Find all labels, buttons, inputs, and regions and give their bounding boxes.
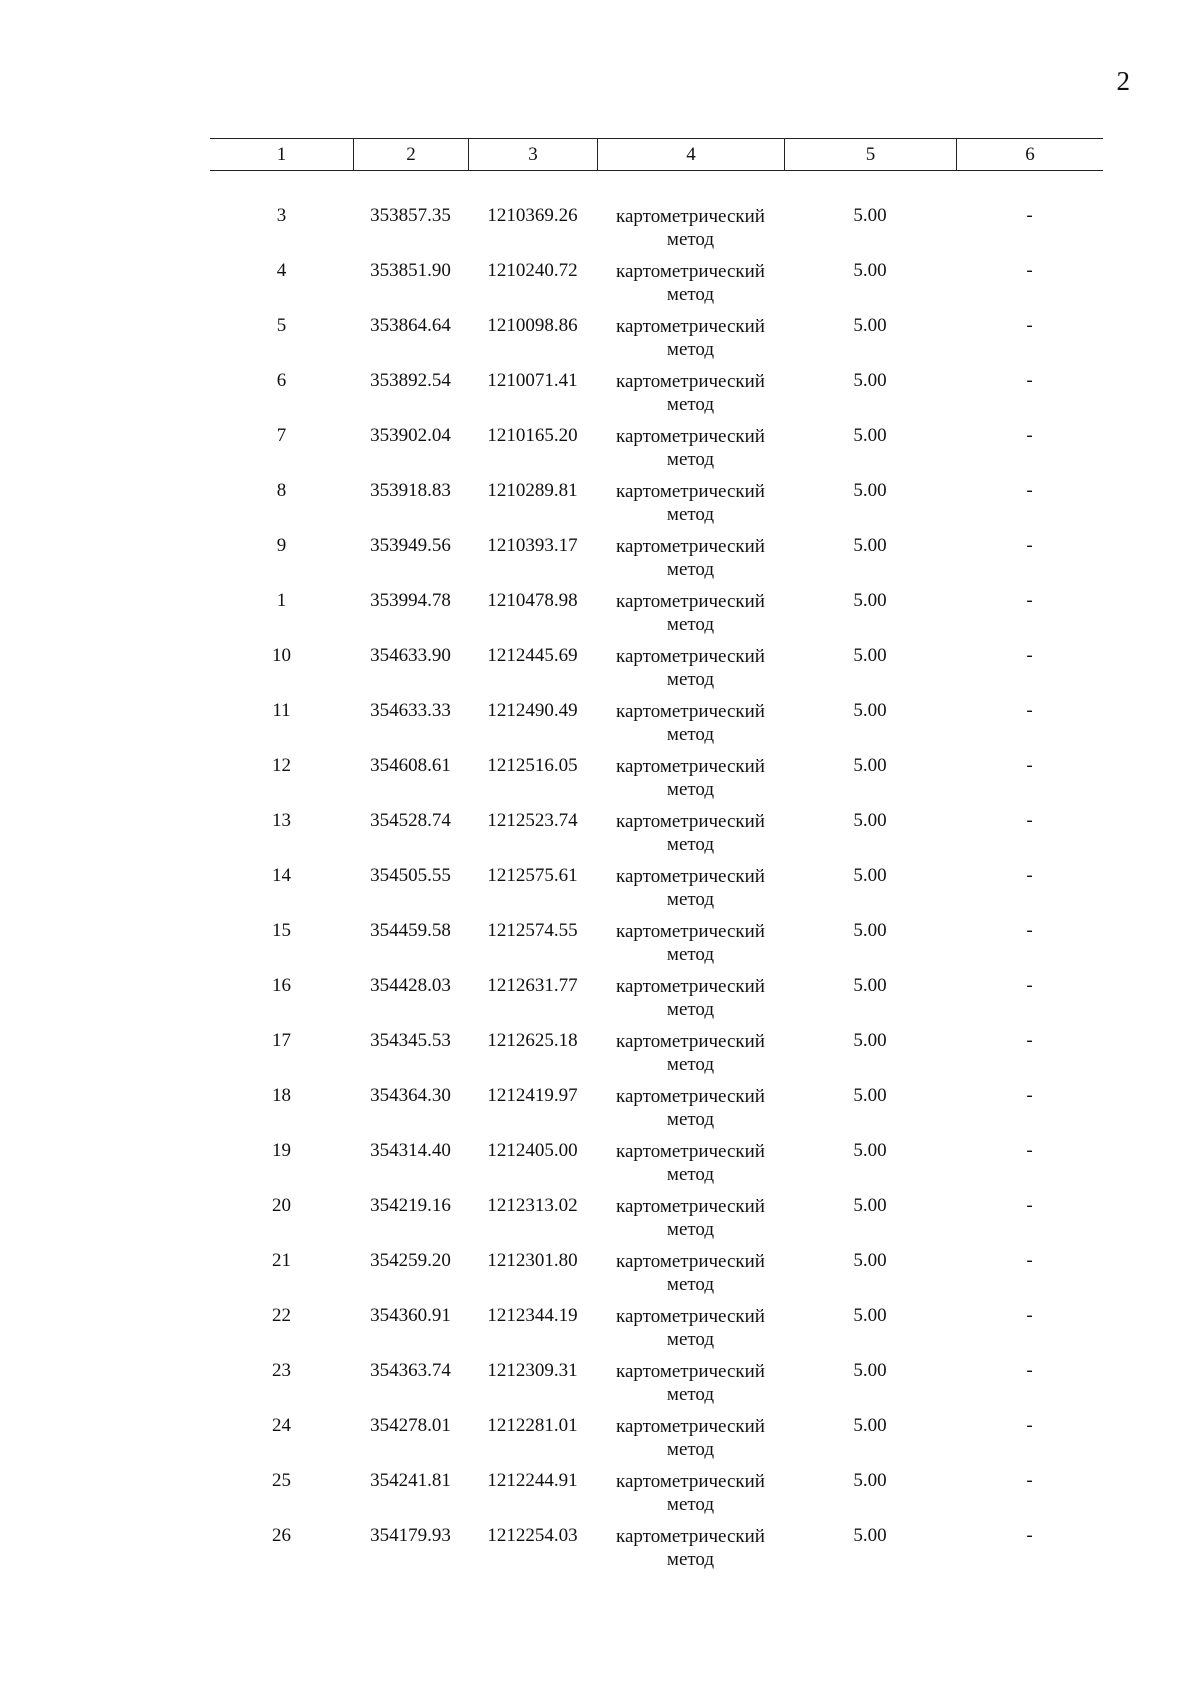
accuracy-cell: 5.00: [853, 370, 887, 391]
description-cell: -: [1026, 1195, 1033, 1216]
method-line-1: картометрический: [616, 811, 765, 832]
method-line-2: метод: [666, 1109, 715, 1130]
method-line-2: метод: [666, 284, 715, 305]
table-row: [210, 535, 1103, 590]
method-line-1: картометрический: [616, 1196, 765, 1217]
y-coordinate-cell: 1212490.49: [487, 700, 578, 721]
point-number-cell: 6: [276, 370, 287, 391]
table-row: [210, 865, 1103, 920]
accuracy-cell: 5.00: [853, 920, 887, 941]
method-line-1: картометрический: [616, 481, 765, 502]
method-cell: [597, 810, 784, 865]
method-line-2: метод: [666, 229, 715, 250]
method-cell: [597, 1415, 784, 1470]
x-coordinate-cell: 353857.35: [370, 205, 451, 226]
method-line-2: метод: [666, 1384, 715, 1405]
method-line-1: картометрический: [616, 426, 765, 447]
point-number-cell: 25: [272, 1470, 291, 1491]
accuracy-cell: 5.00: [853, 1470, 887, 1491]
description-cell: -: [1026, 205, 1033, 226]
method-line-2: метод: [666, 394, 715, 415]
method-line-1: картометрический: [616, 701, 765, 722]
x-coordinate-cell: 353918.83: [370, 480, 451, 501]
accuracy-cell: 5.00: [853, 1140, 887, 1161]
method-line-1: картометрический: [616, 646, 765, 667]
method-cell: [597, 260, 784, 315]
table-row: [210, 700, 1103, 755]
description-cell: -: [1026, 590, 1033, 611]
table-row: [210, 425, 1103, 480]
accuracy-cell: 5.00: [853, 1360, 887, 1381]
y-coordinate-cell: 1212523.74: [487, 810, 578, 831]
point-number-cell: 21: [272, 1250, 291, 1271]
y-coordinate-cell: 1210369.26: [487, 205, 578, 226]
method-line-2: метод: [666, 449, 715, 470]
point-number-cell: 15: [272, 920, 291, 941]
y-coordinate-cell: 1212254.03: [487, 1525, 578, 1546]
point-number-cell: 1: [276, 590, 287, 611]
description-cell: -: [1026, 1470, 1033, 1491]
method-cell: [597, 1470, 784, 1525]
description-cell: -: [1026, 920, 1033, 941]
point-number-cell: 12: [272, 755, 291, 776]
table-row: [210, 1525, 1103, 1580]
y-coordinate-cell: 1212301.80: [487, 1250, 578, 1271]
table-row: [210, 480, 1103, 535]
description-cell: -: [1026, 1030, 1033, 1051]
accuracy-cell: 5.00: [853, 425, 887, 446]
x-coordinate-cell: 354360.91: [370, 1305, 451, 1326]
y-coordinate-cell: 1212445.69: [487, 645, 578, 666]
description-cell: -: [1026, 315, 1033, 336]
description-cell: -: [1026, 865, 1033, 886]
y-coordinate-cell: 1212405.00: [487, 1140, 578, 1161]
y-coordinate-cell: 1212309.31: [487, 1360, 578, 1381]
column-header-5: 5: [784, 139, 956, 170]
description-cell: -: [1026, 260, 1033, 281]
point-number-cell: 26: [272, 1525, 291, 1546]
method-line-2: метод: [666, 504, 715, 525]
method-line-2: метод: [666, 1439, 715, 1460]
accuracy-cell: 5.00: [853, 1195, 887, 1216]
point-number-cell: 16: [272, 975, 291, 996]
y-coordinate-cell: 1212419.97: [487, 1085, 578, 1106]
description-cell: -: [1026, 1360, 1033, 1381]
table-row: [210, 1305, 1103, 1360]
point-number-cell: 24: [272, 1415, 291, 1436]
x-coordinate-cell: 354314.40: [370, 1140, 451, 1161]
y-coordinate-cell: 1212516.05: [487, 755, 578, 776]
page-number: 2: [1116, 66, 1130, 96]
y-coordinate-cell: 1210289.81: [487, 480, 578, 501]
x-coordinate-cell: 354278.01: [370, 1415, 451, 1436]
point-number-cell: 22: [272, 1305, 291, 1326]
method-line-1: картометрический: [616, 206, 765, 227]
x-coordinate-cell: 354259.20: [370, 1250, 451, 1271]
accuracy-cell: 5.00: [853, 1085, 887, 1106]
description-cell: -: [1026, 535, 1033, 556]
point-number-cell: 23: [272, 1360, 291, 1381]
x-coordinate-cell: 354633.90: [370, 645, 451, 666]
method-line-2: метод: [666, 614, 715, 635]
y-coordinate-cell: 1210478.98: [487, 590, 578, 611]
method-line-1: картометрический: [616, 536, 765, 557]
accuracy-cell: 5.00: [853, 865, 887, 886]
x-coordinate-cell: 353994.78: [370, 590, 451, 611]
table-row: [210, 205, 1103, 260]
x-coordinate-cell: 354528.74: [370, 810, 451, 831]
method-line-2: метод: [666, 724, 715, 745]
method-cell: [597, 535, 784, 590]
method-line-1: картометрический: [616, 1471, 765, 1492]
description-cell: -: [1026, 1140, 1033, 1161]
method-cell: [597, 1250, 784, 1305]
x-coordinate-cell: 353902.04: [370, 425, 451, 446]
point-number-cell: 20: [272, 1195, 291, 1216]
y-coordinate-cell: 1210098.86: [487, 315, 578, 336]
y-coordinate-cell: 1212281.01: [487, 1415, 578, 1436]
method-cell: [597, 865, 784, 920]
table-row: [210, 260, 1103, 315]
accuracy-cell: 5.00: [853, 1250, 887, 1271]
x-coordinate-cell: 354345.53: [370, 1030, 451, 1051]
table-row: [210, 1085, 1103, 1140]
method-line-2: метод: [666, 1329, 715, 1350]
description-cell: -: [1026, 1415, 1033, 1436]
y-coordinate-cell: 1210240.72: [487, 260, 578, 281]
y-coordinate-cell: 1210165.20: [487, 425, 578, 446]
method-line-1: картометрический: [616, 1251, 765, 1272]
accuracy-cell: 5.00: [853, 315, 887, 336]
point-number-cell: 3: [276, 205, 287, 226]
method-line-1: картометрический: [616, 1086, 765, 1107]
x-coordinate-cell: 354633.33: [370, 700, 451, 721]
accuracy-cell: 5.00: [853, 1525, 887, 1546]
description-cell: -: [1026, 700, 1033, 721]
description-cell: -: [1026, 755, 1033, 776]
method-cell: [597, 920, 784, 975]
method-line-1: картометрический: [616, 371, 765, 392]
y-coordinate-cell: 1212575.61: [487, 865, 578, 886]
method-line-1: картометрический: [616, 921, 765, 942]
method-cell: [597, 975, 784, 1030]
method-cell: [597, 315, 784, 370]
description-cell: -: [1026, 1305, 1033, 1326]
method-line-2: метод: [666, 669, 715, 690]
point-number-cell: 9: [276, 535, 287, 556]
x-coordinate-cell: 354428.03: [370, 975, 451, 996]
y-coordinate-cell: 1212344.19: [487, 1305, 578, 1326]
table-body: [210, 205, 1103, 1580]
accuracy-cell: 5.00: [853, 1030, 887, 1051]
method-line-1: картометрический: [616, 1141, 765, 1162]
method-cell: [597, 1195, 784, 1250]
table-row: [210, 1195, 1103, 1250]
column-header-6: 6: [956, 139, 1103, 170]
y-coordinate-cell: 1212631.77: [487, 975, 578, 996]
point-number-cell: 4: [276, 260, 287, 281]
method-line-1: картометрический: [616, 1031, 765, 1052]
point-number-cell: 11: [272, 700, 291, 721]
description-cell: -: [1026, 480, 1033, 501]
method-line-2: метод: [666, 889, 715, 910]
accuracy-cell: 5.00: [853, 535, 887, 556]
x-coordinate-cell: 353864.64: [370, 315, 451, 336]
description-cell: -: [1026, 975, 1033, 996]
x-coordinate-cell: 353892.54: [370, 370, 451, 391]
table-row: [210, 1470, 1103, 1525]
y-coordinate-cell: 1210393.17: [487, 535, 578, 556]
method-line-1: картометрический: [616, 866, 765, 887]
point-number-cell: 13: [272, 810, 291, 831]
x-coordinate-cell: 354505.55: [370, 865, 451, 886]
method-line-2: метод: [666, 339, 715, 360]
x-coordinate-cell: 354608.61: [370, 755, 451, 776]
accuracy-cell: 5.00: [853, 810, 887, 831]
column-header-2: 2: [353, 139, 468, 170]
method-cell: [597, 590, 784, 645]
accuracy-cell: 5.00: [853, 645, 887, 666]
method-cell: [597, 1140, 784, 1195]
table-row: [210, 975, 1103, 1030]
table-row: [210, 810, 1103, 865]
method-line-2: метод: [666, 1549, 715, 1570]
point-number-cell: 8: [276, 480, 287, 501]
accuracy-cell: 5.00: [853, 590, 887, 611]
table-row: [210, 370, 1103, 425]
method-line-1: картометрический: [616, 1526, 765, 1547]
y-coordinate-cell: 1212574.55: [487, 920, 578, 941]
accuracy-cell: 5.00: [853, 1305, 887, 1326]
description-cell: -: [1026, 645, 1033, 666]
method-line-2: метод: [666, 1164, 715, 1185]
table-row: [210, 645, 1103, 700]
method-line-2: метод: [666, 1219, 715, 1240]
method-line-1: картометрический: [616, 591, 765, 612]
table-row: [210, 920, 1103, 975]
method-cell: [597, 480, 784, 535]
method-cell: [597, 755, 784, 810]
column-header-3: 3: [468, 139, 597, 170]
method-line-2: метод: [666, 1494, 715, 1515]
method-cell: [597, 700, 784, 755]
x-coordinate-cell: 354219.16: [370, 1195, 451, 1216]
x-coordinate-cell: 354459.58: [370, 920, 451, 941]
x-coordinate-cell: 354241.81: [370, 1470, 451, 1491]
accuracy-cell: 5.00: [853, 205, 887, 226]
description-cell: -: [1026, 1085, 1033, 1106]
accuracy-cell: 5.00: [853, 1415, 887, 1436]
method-line-1: картометрический: [616, 976, 765, 997]
method-line-1: картометрический: [616, 1416, 765, 1437]
accuracy-cell: 5.00: [853, 700, 887, 721]
column-header-1: 1: [276, 143, 287, 165]
method-line-2: метод: [666, 834, 715, 855]
description-cell: -: [1026, 1525, 1033, 1546]
method-cell: [597, 1525, 784, 1580]
point-number-cell: 10: [272, 645, 291, 666]
method-cell: [597, 370, 784, 425]
method-line-2: метод: [666, 1274, 715, 1295]
x-coordinate-cell: 353949.56: [370, 535, 451, 556]
table-row: [210, 315, 1103, 370]
x-coordinate-cell: 354364.30: [370, 1085, 451, 1106]
x-coordinate-cell: 354363.74: [370, 1360, 451, 1381]
table-row: [210, 590, 1103, 645]
method-line-2: метод: [666, 1054, 715, 1075]
method-cell: [597, 1360, 784, 1415]
y-coordinate-cell: 1212625.18: [487, 1030, 578, 1051]
method-cell: [597, 1305, 784, 1360]
accuracy-cell: 5.00: [853, 755, 887, 776]
table-row: [210, 755, 1103, 810]
method-line-1: картометрический: [616, 316, 765, 337]
table-row: [210, 1140, 1103, 1195]
point-number-cell: 14: [272, 865, 291, 886]
method-line-1: картометрический: [616, 261, 765, 282]
x-coordinate-cell: 353851.90: [370, 260, 451, 281]
table-row: [210, 1415, 1103, 1470]
method-cell: [597, 205, 784, 260]
point-number-cell: 19: [272, 1140, 291, 1161]
method-line-2: метод: [666, 999, 715, 1020]
point-number-cell: 5: [276, 315, 287, 336]
point-number-cell: 7: [276, 425, 287, 446]
y-coordinate-cell: 1212313.02: [487, 1195, 578, 1216]
method-line-2: метод: [666, 944, 715, 965]
accuracy-cell: 5.00: [853, 480, 887, 501]
method-cell: [597, 1030, 784, 1085]
description-cell: -: [1026, 1250, 1033, 1271]
method-line-1: картометрический: [616, 1361, 765, 1382]
table-row: [210, 1250, 1103, 1305]
point-number-cell: 17: [272, 1030, 291, 1051]
point-number-cell: 18: [272, 1085, 291, 1106]
method-line-1: картометрический: [616, 756, 765, 777]
table-header-row: [210, 138, 1103, 171]
accuracy-cell: 5.00: [853, 975, 887, 996]
description-cell: -: [1026, 425, 1033, 446]
description-cell: -: [1026, 810, 1033, 831]
method-line-2: метод: [666, 559, 715, 580]
table-row: [210, 1360, 1103, 1415]
y-coordinate-cell: 1212244.91: [487, 1470, 578, 1491]
method-cell: [597, 425, 784, 480]
method-line-1: картометрический: [616, 1306, 765, 1327]
column-header-4: 4: [597, 139, 784, 170]
method-line-2: метод: [666, 779, 715, 800]
accuracy-cell: 5.00: [853, 260, 887, 281]
table-row: [210, 1030, 1103, 1085]
x-coordinate-cell: 354179.93: [370, 1525, 451, 1546]
y-coordinate-cell: 1210071.41: [487, 370, 578, 391]
coordinates-table: [210, 138, 1103, 1580]
method-cell: [597, 1085, 784, 1140]
method-cell: [597, 645, 784, 700]
description-cell: -: [1026, 370, 1033, 391]
